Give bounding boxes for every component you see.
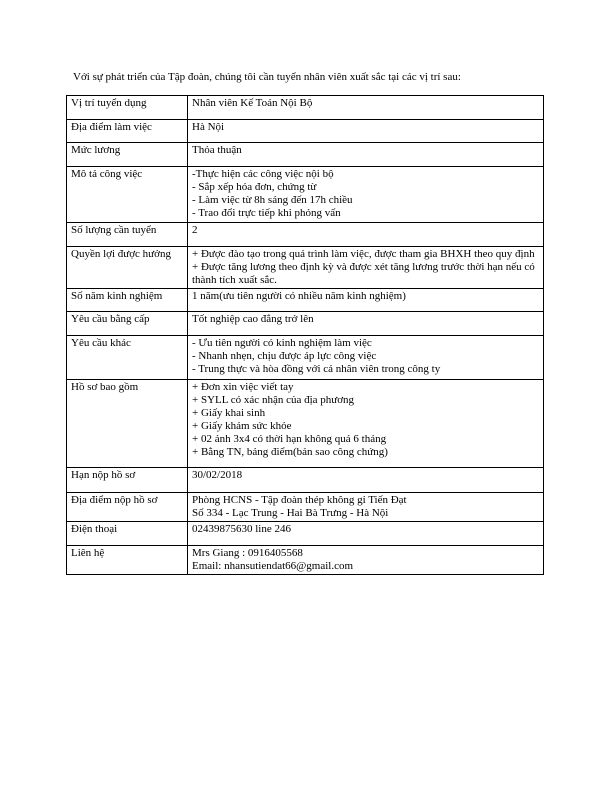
row-value-cell xyxy=(188,223,544,247)
row-value-cell xyxy=(188,167,544,223)
row-value-line: Email: nhansutiendat66@gmail.com xyxy=(192,560,354,572)
contact-row xyxy=(67,546,544,575)
row-value-line: - Nhanh nhẹn, chịu được áp lực công việc xyxy=(192,350,377,362)
row-value-line: + Được đào tạo trong quá trình làm việc, được tham gia BHXH theo quy định xyxy=(192,248,535,260)
application-documents-row xyxy=(67,380,544,468)
row-value-line: + Được tăng lương theo định kỳ và được xét tăng lương trước thời hạn nếu có thành tích xuất sắc. xyxy=(192,261,535,286)
row-label: Yêu cầu bằng cấp xyxy=(71,313,150,325)
row-value-line: Phòng HCNS - Tập đoàn thép không gỉ Tiến Đạt xyxy=(192,494,407,506)
job-posting-rows xyxy=(67,96,544,575)
row-value-cell xyxy=(188,120,544,143)
row-value-line: + 02 ảnh 3x4 có thời hạn không quá 6 tháng xyxy=(192,433,387,445)
row-value-line: Nhân viên Kế Toán Nội Bộ xyxy=(192,97,313,109)
row-label-cell xyxy=(67,120,188,143)
row-value-line: + Bằng TN, bảng điểm(bản sao công chứng) xyxy=(192,446,388,458)
row-label-cell xyxy=(67,247,188,289)
row-value-line: Tốt nghiệp cao đẳng trở lên xyxy=(192,313,314,325)
row-value-cell xyxy=(188,289,544,312)
row-label-cell xyxy=(67,380,188,468)
row-label: Số lượng cần tuyển xyxy=(71,224,157,236)
row-value-line: + Giấy khám sức khỏe xyxy=(192,420,292,432)
row-value-cell xyxy=(188,522,544,546)
row-label-cell xyxy=(67,143,188,167)
row-value-cell xyxy=(188,96,544,120)
row-label: Mức lương xyxy=(71,144,121,156)
row-label: Mô tả công việc xyxy=(71,168,143,180)
row-label-cell xyxy=(67,289,188,312)
row-label-cell xyxy=(67,493,188,522)
row-value-line: Hà Nội xyxy=(192,121,225,133)
row-value-line: -Thực hiện các công việc nội bộ xyxy=(192,168,334,180)
row-value-line: 30/02/2018 xyxy=(192,469,243,481)
row-value-line: Số 334 - Lạc Trung - Hai Bà Trưng - Hà Nội xyxy=(192,507,389,519)
row-value-cell xyxy=(188,468,544,493)
row-label: Liên hệ xyxy=(71,547,105,559)
row-value-cell xyxy=(188,312,544,336)
work-location-row xyxy=(67,120,544,143)
row-label-cell xyxy=(67,312,188,336)
row-value-line: 02439875630 line 246 xyxy=(192,523,291,535)
row-value-cell xyxy=(188,247,544,289)
row-value-line: 1 năm(ưu tiên người có nhiều năm kinh nghiệm) xyxy=(192,290,406,302)
row-label: Yêu cầu khác xyxy=(71,337,131,349)
row-value-line: + Giấy khai sinh xyxy=(192,407,266,419)
salary-row xyxy=(67,143,544,167)
row-label: Số năm kinh nghiệm xyxy=(71,290,163,302)
benefits-row xyxy=(67,247,544,289)
row-label-cell xyxy=(67,522,188,546)
row-label-cell xyxy=(67,546,188,575)
row-value-line: - Trao đổi trực tiếp khi phỏng vấn xyxy=(192,207,341,219)
row-value-cell xyxy=(188,380,544,468)
row-label: Địa điểm nộp hồ sơ xyxy=(71,494,158,506)
row-value-cell xyxy=(188,546,544,575)
row-label-cell xyxy=(67,468,188,493)
job-posting-table xyxy=(66,95,544,575)
job-description-row xyxy=(67,167,544,223)
row-value-cell xyxy=(188,336,544,380)
row-value-line: - Sắp xếp hóa đơn, chứng từ xyxy=(192,181,317,193)
row-label: Hạn nộp hồ sơ xyxy=(71,469,136,481)
submission-location-row xyxy=(67,493,544,522)
other-requirements-row xyxy=(67,336,544,380)
row-value-cell xyxy=(188,493,544,522)
phone-row xyxy=(67,522,544,546)
row-value-line: - Trung thực và hòa đồng với cả nhân viên trong công ty xyxy=(192,363,441,375)
row-value-line: + SYLL có xác nhận của địa phương xyxy=(192,394,355,406)
row-label-cell xyxy=(67,96,188,120)
row-value-cell xyxy=(188,143,544,167)
degree-requirement-row xyxy=(67,312,544,336)
row-label: Vị trí tuyển dụng xyxy=(71,97,147,109)
row-value-line: - Ưu tiên người có kinh nghiệm làm việc xyxy=(192,337,372,349)
row-label: Hồ sơ bao gồm xyxy=(71,381,139,393)
position-row xyxy=(67,96,544,120)
intro-text: Với sự phát triển của Tập đoàn, chúng tôi cần tuyển nhân viên xuất sắc tại các vị trí sau: xyxy=(73,71,461,83)
row-value-line: Thỏa thuận xyxy=(192,144,242,156)
row-value-line: 2 xyxy=(192,224,198,236)
row-value-line: + Đơn xin việc viết tay xyxy=(192,381,294,393)
row-value-line: - Làm việc từ 8h sáng đến 17h chiều xyxy=(192,194,353,206)
row-label: Địa điểm làm việc xyxy=(71,121,152,133)
row-label-cell xyxy=(67,223,188,247)
experience-years-row xyxy=(67,289,544,312)
headcount-row xyxy=(67,223,544,247)
row-label: Quyền lợi được hưởng xyxy=(71,248,171,260)
deadline-row xyxy=(67,468,544,493)
row-label-cell xyxy=(67,336,188,380)
row-label-cell xyxy=(67,167,188,223)
row-label: Điện thoại xyxy=(71,523,118,535)
row-value-line: Mrs Giang : 0916405568 xyxy=(192,547,303,559)
